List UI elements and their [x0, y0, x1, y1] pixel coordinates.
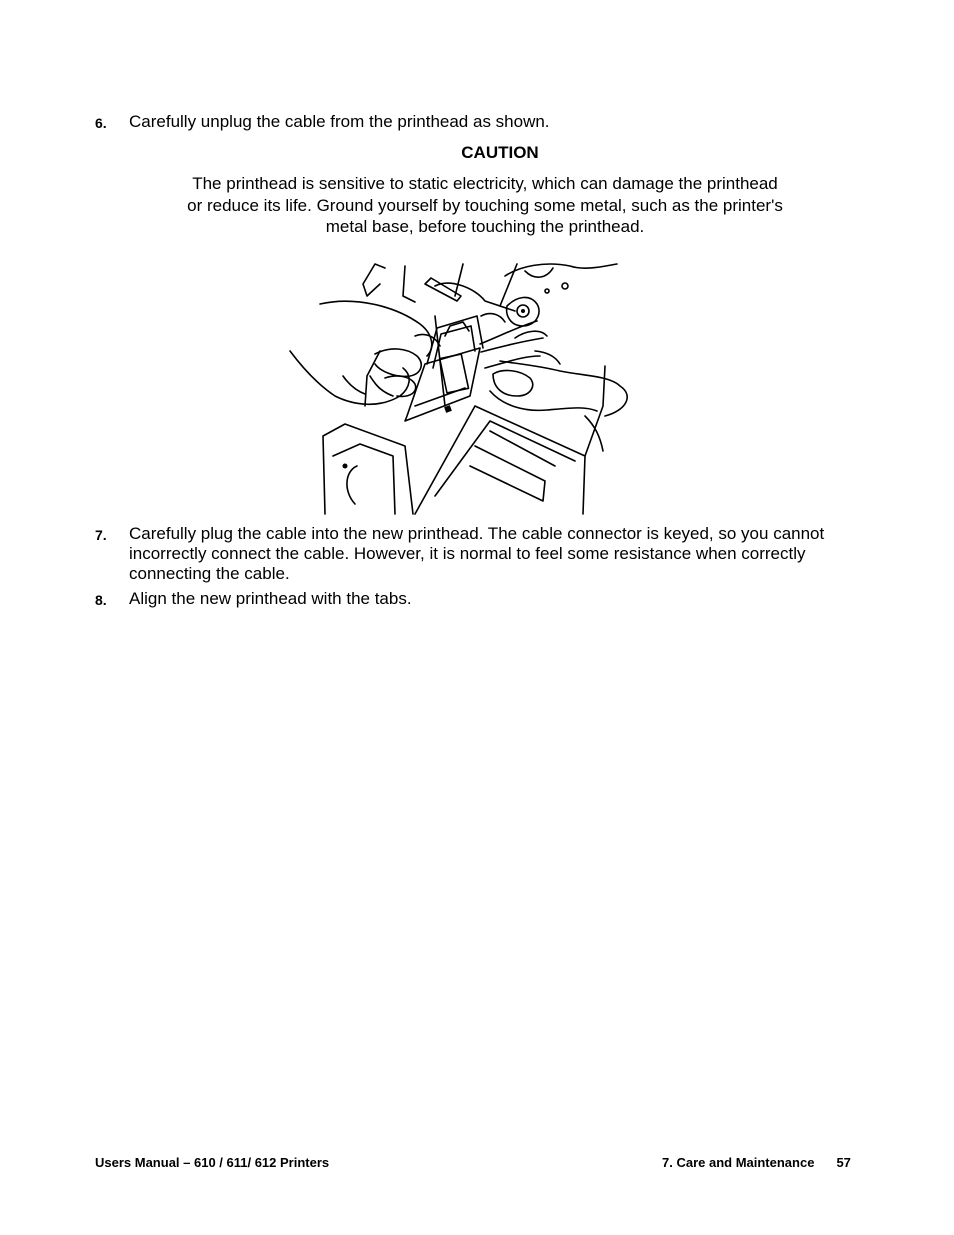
step-6	[95, 112, 875, 132]
page-number: 57	[836, 1155, 851, 1170]
step-text: Carefully plug the cable into the new printhead. The cable connector is keyed, so you cannot incorrectly connect the cable. However, it is normal to feel some resistance when correctly connecting the cable.	[129, 524, 825, 583]
step-text: Align the new printhead with the tabs.	[129, 589, 412, 608]
printhead-cable-illustration	[285, 256, 640, 516]
footer-manual-title: Users Manual – 610 / 611/ 612 Printers	[95, 1155, 330, 1170]
step-number: 6.	[95, 115, 107, 131]
step-7	[95, 524, 875, 584]
step-8	[95, 589, 875, 609]
step-text: Carefully unplug the cable from the printhead as shown.	[129, 112, 550, 131]
caution-text: The printhead is sensitive to static electricity, which can damage the printhead or reduce its life. Ground yourself by touching some metal, such as the printer's metal base, before touching the printhead.	[187, 174, 783, 236]
step-number: 7.	[95, 527, 107, 543]
step-number: 8.	[95, 592, 107, 608]
footer-section-title: 7. Care and Maintenance	[662, 1155, 815, 1170]
footer-section	[662, 1155, 851, 1170]
caution-heading: CAUTION	[461, 143, 539, 162]
